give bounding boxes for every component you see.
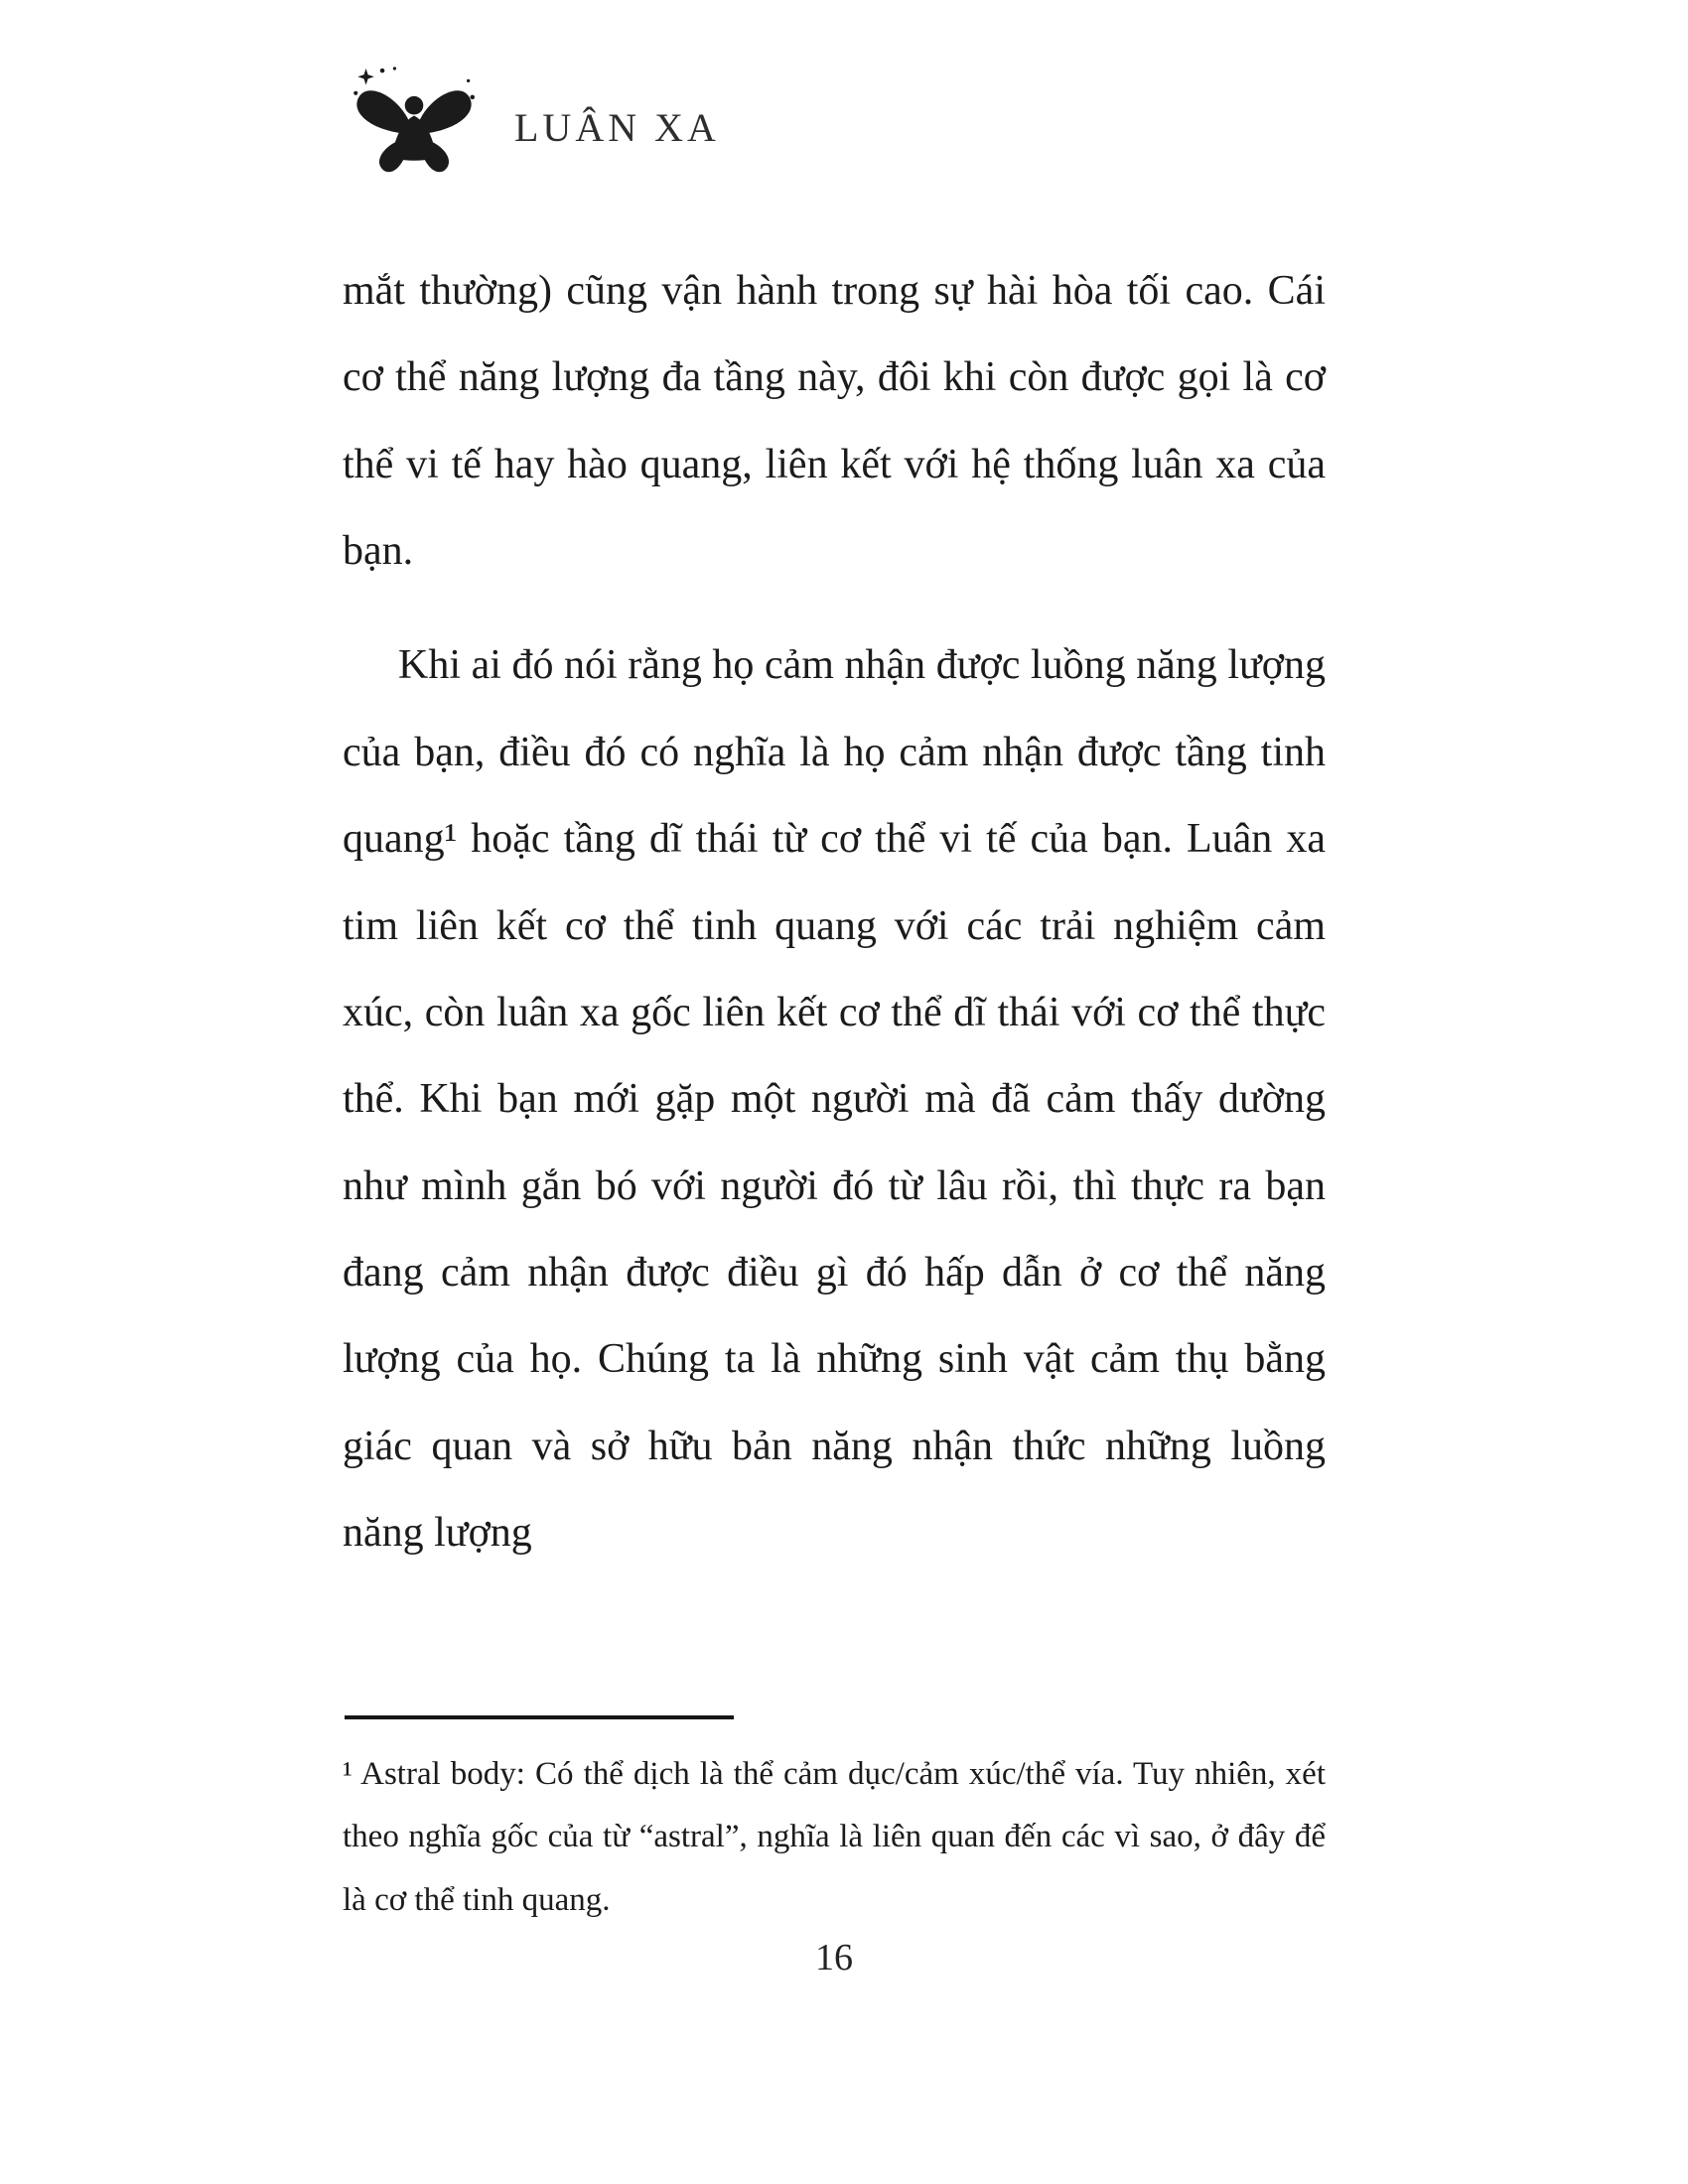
page-number: 16	[815, 1937, 853, 1979]
page-header	[348, 60, 720, 208]
footnote-text: ¹ Astral body: Có thể dịch là thể cảm dục/cảm xúc/thể vía. Tuy nhiên, xét theo nghĩa gốc của từ “astral”, nghĩa là liên quan đến các vì sao, ở đây để là cơ thể tinh quang.	[343, 1756, 1326, 1918]
body-text	[343, 248, 1326, 1604]
footnote-divider	[345, 1715, 734, 1719]
book-title: LUÂN XA	[514, 104, 720, 150]
paragraph: mắt thường) cũng vận hành trong sự hài hòa tối cao. Cái cơ thể năng lượng đa tầng này, đôi khi còn được gọi là cơ thể vi tế hay hào quang, liên kết với hệ thống luân xa của bạn.	[343, 268, 1326, 575]
butterfly-meditation-logo-icon	[348, 60, 481, 208]
paragraph: Khi ai đó nói rằng họ cảm nhận được luồng năng lượng của bạn, điều đó có nghĩa là họ cảm nhận được tầng tinh quang¹ hoặc tầng dĩ thái từ cơ thể vi tế của bạn. Luân xa tim liên kết cơ thể tinh quang với các trải nghiệm cảm xúc, còn luân xa gốc liên kết cơ thể dĩ thái với cơ thể thực thể. Khi bạn mới gặp một người mà đã cảm thấy dường như mình gắn bó với người đó từ lâu rồi, thì thực ra bạn đang cảm nhận được điều gì đó hấp dẫn ở cơ thể năng lượng của họ. Chúng ta là những sinh vật cảm thụ bằng giác quan và sở hữu bản năng nhận thức những luồng năng lượng	[343, 642, 1326, 1557]
